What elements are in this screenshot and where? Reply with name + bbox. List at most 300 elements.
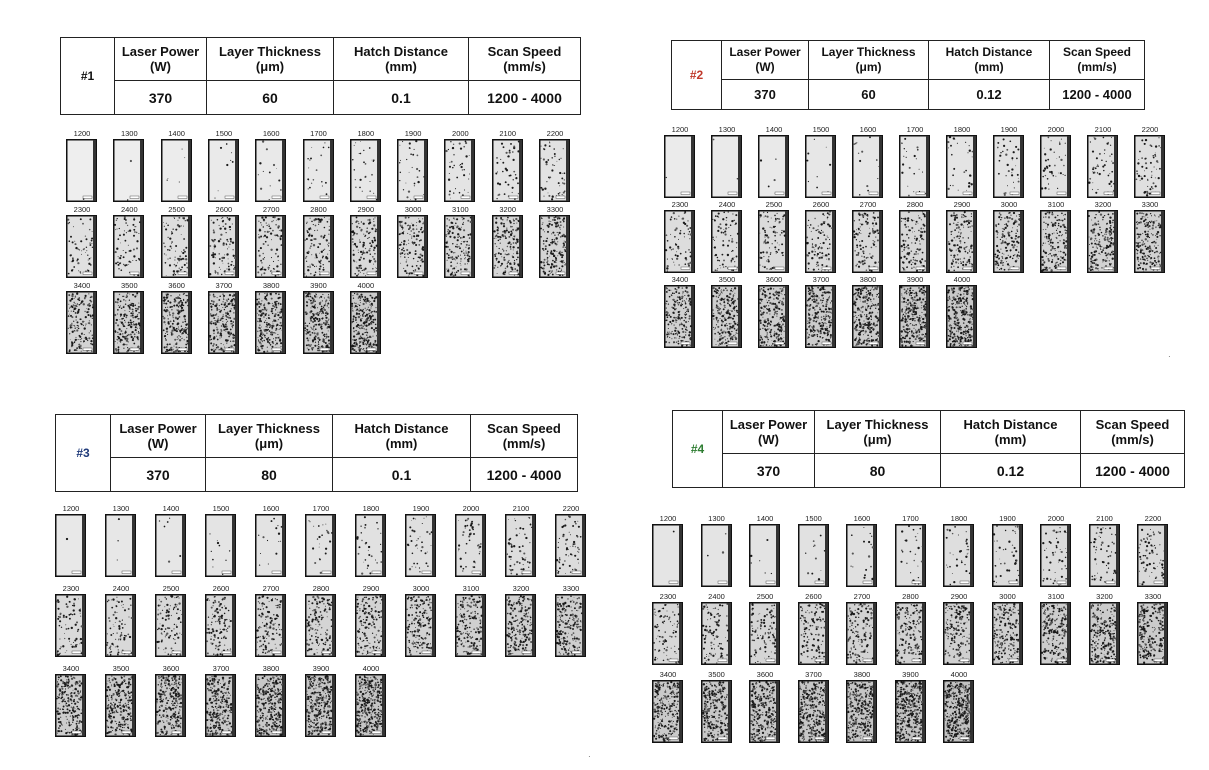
speed-label: 1400 [162, 504, 180, 513]
sample-thumbnail [161, 206, 192, 278]
micrograph-image [1089, 524, 1120, 587]
sample-thumbnail [798, 515, 829, 587]
sample-thumbnail [943, 515, 974, 587]
speed-label: 1400 [756, 514, 774, 523]
sample-thumbnail [355, 585, 386, 657]
header-hatch-distance: Hatch Distance (mm) [941, 411, 1081, 454]
sample-thumbnail [155, 505, 186, 577]
speed-label: 3200 [1096, 592, 1113, 601]
speed-label: 2900 [357, 205, 375, 214]
sample-thumbnail [1134, 126, 1165, 198]
sample-thumbnail [805, 126, 836, 198]
speed-label: 2500 [756, 592, 774, 601]
micrograph-image [505, 594, 536, 657]
sample-thumbnail [852, 201, 883, 273]
value-hatch-distance: 0.1 [334, 81, 469, 115]
speed-label: 2000 [452, 129, 469, 138]
speed-label: 3300 [1144, 592, 1162, 601]
sample-thumbnail [255, 665, 286, 737]
micrograph-image [993, 135, 1024, 198]
speed-label: 1600 [262, 129, 280, 138]
micrograph-image [397, 139, 428, 202]
speed-label: 4000 [357, 281, 375, 290]
sample-thumbnail [444, 130, 475, 202]
sample-thumbnail [758, 201, 789, 273]
micrograph-image [798, 524, 829, 587]
sample-thumbnail [1040, 515, 1071, 587]
sample-thumbnail [711, 201, 742, 273]
sample-thumbnail [701, 671, 732, 743]
speed-label: 1900 [404, 129, 422, 138]
micrograph-image [397, 215, 428, 278]
speed-label: 1600 [262, 504, 280, 513]
sample-thumbnail [397, 206, 428, 278]
header-laser-power: Laser Power (W) [722, 41, 809, 80]
header-scan-speed: Scan Speed (mm/s) [469, 38, 581, 81]
speed-label: 2400 [112, 584, 130, 593]
panel-id-label: #3 [76, 446, 90, 460]
micrograph-image [664, 210, 695, 273]
sample-thumbnail [749, 515, 780, 587]
sample-thumbnail [303, 206, 334, 278]
speed-label: 1400 [168, 129, 185, 138]
speed-label: 3100 [462, 584, 480, 593]
sample-thumbnail [652, 515, 683, 587]
speed-label: 2300 [671, 200, 689, 209]
micrograph-image [701, 524, 732, 587]
micrograph-image [492, 139, 523, 202]
header-hatch-distance: Hatch Distance (mm) [333, 415, 471, 458]
micrograph-image [208, 291, 239, 354]
micrograph-image [758, 210, 789, 273]
speed-label: 1300 [120, 129, 138, 138]
sample-thumbnail [539, 206, 570, 278]
speed-label: 1300 [708, 514, 725, 523]
speed-label: 2700 [262, 584, 280, 593]
value-hatch-distance: 0.12 [941, 454, 1081, 488]
sample-thumbnail [664, 201, 695, 273]
micrograph-image [255, 139, 286, 202]
micrograph-image [355, 514, 386, 577]
micrograph-image [444, 139, 475, 202]
speed-label: 2800 [312, 584, 330, 593]
micrograph-image [492, 215, 523, 278]
header-laser-power: Laser Power (W) [111, 415, 206, 458]
speed-label: 1600 [859, 125, 877, 134]
sample-thumbnail [992, 593, 1023, 665]
sample-thumbnail [805, 201, 836, 273]
speed-label: 3800 [262, 281, 280, 290]
micrograph-image [303, 291, 334, 354]
speed-label: 2400 [120, 205, 138, 214]
sample-thumbnail [255, 282, 286, 354]
micrograph-image [455, 514, 486, 577]
sample-thumbnail [208, 282, 239, 354]
speed-label: 3900 [310, 281, 327, 290]
micrograph-image [1040, 210, 1071, 273]
micrograph-image [350, 139, 381, 202]
micrograph-image [155, 594, 186, 657]
panel-id [673, 411, 723, 488]
speed-label: 3200 [512, 584, 530, 593]
micrograph-image [255, 674, 286, 737]
micrograph-image [1087, 210, 1118, 273]
micrograph-image [652, 680, 683, 743]
sample-thumbnail [105, 505, 136, 577]
micrograph-image [539, 139, 570, 202]
micrograph-image [505, 514, 536, 577]
speed-label: 2700 [859, 200, 877, 209]
panel-id-label: #4 [690, 442, 705, 456]
speed-label: 1700 [312, 504, 330, 513]
panel-id [61, 38, 115, 115]
speed-label: 3100 [1047, 592, 1065, 601]
sample-thumbnail [355, 505, 386, 577]
micrograph-image [664, 135, 695, 198]
micrograph-image [1040, 524, 1071, 587]
sample-thumbnail [946, 126, 977, 198]
sample-thumbnail [555, 585, 586, 657]
micrograph-image [895, 524, 926, 587]
speed-label: 2600 [215, 205, 233, 214]
speed-label: 4000 [362, 664, 380, 673]
speed-label: 3600 [756, 670, 774, 679]
micrograph-image [943, 602, 974, 665]
speed-label: 2400 [708, 592, 725, 601]
sample-thumbnail [899, 276, 930, 348]
sample-thumbnail [895, 515, 926, 587]
sample-thumbnail [405, 585, 436, 657]
micrograph-image [355, 674, 386, 737]
sample-thumbnail [943, 671, 974, 743]
speed-label: 1600 [853, 514, 871, 523]
speed-label: 1900 [412, 504, 430, 513]
micrograph-image [155, 674, 186, 737]
header-laser-power: Laser Power (W) [115, 38, 207, 81]
speed-label: 3600 [162, 664, 180, 673]
micrograph-image [155, 514, 186, 577]
sample-thumbnail [749, 671, 780, 743]
speed-label: 1500 [215, 129, 233, 138]
micrograph-image [1137, 524, 1168, 587]
parameter-table-1 [60, 37, 581, 115]
micrograph-image [798, 602, 829, 665]
speed-label: 2100 [1096, 514, 1113, 523]
speed-label: 1200 [659, 514, 677, 523]
speed-label: 3800 [853, 670, 871, 679]
speed-label: 3200 [499, 205, 517, 214]
speed-label: 3300 [1141, 200, 1159, 209]
speed-label: 2500 [765, 200, 783, 209]
value-layer-thickness: 80 [206, 458, 333, 492]
micrograph-image [749, 680, 780, 743]
sample-thumbnail [350, 130, 381, 202]
sample-thumbnail [895, 593, 926, 665]
speed-label: 3300 [546, 205, 564, 214]
value-layer-thickness: 60 [809, 80, 929, 110]
speed-label: 1200 [62, 504, 80, 513]
speed-label: 1900 [1000, 125, 1018, 134]
header-scan-speed: Scan Speed (mm/s) [1081, 411, 1185, 454]
micrograph-image [852, 210, 883, 273]
speed-label: 2200 [562, 504, 580, 513]
speed-label: 2600 [812, 200, 830, 209]
micrograph-image [113, 291, 144, 354]
sample-thumbnail [303, 282, 334, 354]
panel-id [672, 41, 722, 110]
speed-label: 3000 [412, 584, 430, 593]
sample-thumbnail [505, 585, 536, 657]
speed-label: 1300 [112, 504, 130, 513]
value-scan-speed: 1200 - 4000 [1050, 80, 1145, 110]
sample-thumbnail [946, 276, 977, 348]
speed-label: 3500 [708, 670, 725, 679]
micrograph-image [455, 594, 486, 657]
speed-label: 3900 [906, 275, 924, 284]
micrograph-image [895, 680, 926, 743]
speed-label: 2600 [212, 584, 230, 593]
micrograph-image [846, 524, 877, 587]
micrograph-image [444, 215, 475, 278]
sample-thumbnail [758, 126, 789, 198]
sample-thumbnail [652, 671, 683, 743]
sample-thumbnail [113, 130, 144, 202]
speed-label: 2200 [546, 129, 564, 138]
speed-label: 3000 [404, 205, 422, 214]
micrograph-image [255, 291, 286, 354]
speed-label: 2500 [168, 205, 185, 214]
sample-thumbnail [555, 505, 586, 577]
header-hatch-distance: Hatch Distance (mm) [929, 41, 1050, 80]
sample-thumbnail [55, 665, 86, 737]
speed-label: 2600 [805, 592, 822, 601]
sample-thumbnail [350, 282, 381, 354]
sample-thumbnail [1087, 201, 1118, 273]
micrograph-image [539, 215, 570, 278]
value-scan-speed: 1200 - 4000 [1081, 454, 1185, 488]
speed-label: 1200 [73, 129, 91, 138]
sample-thumbnail [355, 665, 386, 737]
micrograph-image [1040, 135, 1071, 198]
sample-thumbnail [205, 505, 236, 577]
speed-label: 3700 [212, 664, 230, 673]
speed-label: 2200 [1141, 125, 1159, 134]
micrograph-image [205, 594, 236, 657]
sample-thumbnail [711, 126, 742, 198]
speed-label: 3400 [671, 275, 689, 284]
speed-label: 3800 [262, 664, 280, 673]
micrograph-image [805, 135, 836, 198]
micrograph-image [66, 215, 97, 278]
sample-thumbnail [943, 593, 974, 665]
micrograph-image [303, 215, 334, 278]
speed-label: 2500 [162, 584, 180, 593]
sample-thumbnail [208, 206, 239, 278]
micrograph-image [749, 602, 780, 665]
sample-thumbnail [66, 282, 97, 354]
speed-label: 3600 [765, 275, 783, 284]
sample-thumbnail [798, 593, 829, 665]
sample-thumbnail [255, 585, 286, 657]
sample-thumbnail [899, 126, 930, 198]
speed-label: 2700 [262, 205, 280, 214]
sample-thumbnail [846, 593, 877, 665]
sample-thumbnail [895, 671, 926, 743]
micrograph-image [701, 680, 732, 743]
sample-thumbnail [350, 206, 381, 278]
micrograph-image [255, 594, 286, 657]
sample-thumbnail [1134, 201, 1165, 273]
micrograph-image [1040, 602, 1071, 665]
micrograph-image [852, 135, 883, 198]
speed-label: 2800 [310, 205, 327, 214]
sample-thumbnail [305, 505, 336, 577]
sample-thumbnail [852, 126, 883, 198]
micrograph-image [992, 524, 1023, 587]
sample-thumbnail [798, 671, 829, 743]
micrograph-image [405, 514, 436, 577]
value-hatch-distance: 0.12 [929, 80, 1050, 110]
speed-label: 2000 [1047, 514, 1065, 523]
speed-label: 1500 [805, 514, 822, 523]
speed-label: 3400 [62, 664, 80, 673]
micrograph-image [113, 215, 144, 278]
sample-thumbnail [405, 505, 436, 577]
speed-label: 3500 [112, 664, 130, 673]
speed-label: 2300 [73, 205, 91, 214]
sample-thumbnail [1089, 593, 1120, 665]
value-laser-power: 370 [723, 454, 815, 488]
sample-thumbnail [55, 585, 86, 657]
value-laser-power: 370 [722, 80, 809, 110]
micrograph-image [305, 514, 336, 577]
sample-thumbnail [946, 201, 977, 273]
speed-label: 2100 [1094, 125, 1112, 134]
micrograph-image [805, 210, 836, 273]
panel-id-label: #1 [80, 69, 95, 83]
micrograph-image [852, 285, 883, 348]
value-hatch-distance: 0.1 [333, 458, 471, 492]
sample-thumbnail [664, 276, 695, 348]
micrograph-image [105, 514, 136, 577]
micrograph-image [205, 514, 236, 577]
sample-thumbnail [66, 206, 97, 278]
header-layer-thickness: Layer Thickness (μm) [206, 415, 333, 458]
sample-thumbnail [105, 585, 136, 657]
speed-label: 3700 [805, 670, 822, 679]
speed-label: 4000 [950, 670, 968, 679]
speed-label: 3500 [120, 281, 138, 290]
speed-label: 3800 [859, 275, 877, 284]
micrograph-image [161, 139, 192, 202]
micrograph-image [895, 602, 926, 665]
micrograph-image [805, 285, 836, 348]
speed-label: 3900 [902, 670, 919, 679]
micrograph-image [1134, 210, 1165, 273]
sample-thumbnail [1137, 593, 1168, 665]
header-layer-thickness: Layer Thickness (μm) [207, 38, 334, 81]
sample-thumbnail [205, 585, 236, 657]
sample-thumbnail [66, 130, 97, 202]
sample-thumbnail [1040, 593, 1071, 665]
speed-label: 3700 [215, 281, 233, 290]
sample-thumbnail [749, 593, 780, 665]
speed-label: 2900 [953, 200, 971, 209]
sample-thumbnail [846, 671, 877, 743]
micrograph-image [350, 215, 381, 278]
sample-thumbnail [505, 505, 536, 577]
micrograph-image [943, 680, 974, 743]
sample-thumbnail [305, 585, 336, 657]
speed-label: 3100 [452, 205, 469, 214]
sample-thumbnail [846, 515, 877, 587]
header-layer-thickness: Layer Thickness (μm) [815, 411, 941, 454]
speed-label: 2000 [462, 504, 480, 513]
sample-thumbnail [205, 665, 236, 737]
speed-label: 2300 [62, 584, 80, 593]
micrograph-image [66, 139, 97, 202]
header-laser-power: Laser Power (W) [723, 411, 815, 454]
sample-thumbnail [305, 665, 336, 737]
speed-label: 3300 [562, 584, 580, 593]
header-scan-speed: Scan Speed (mm/s) [471, 415, 578, 458]
sample-thumbnail [105, 665, 136, 737]
micrograph-image [555, 514, 586, 577]
sample-thumbnail [492, 206, 523, 278]
sample-thumbnail [303, 130, 334, 202]
speed-label: 3000 [999, 592, 1016, 601]
sample-thumbnail [1040, 201, 1071, 273]
micrograph-image [555, 594, 586, 657]
micrograph-image [946, 285, 977, 348]
micrograph-image [208, 215, 239, 278]
micrograph-image [66, 291, 97, 354]
sample-thumbnail [652, 593, 683, 665]
micrograph-image [943, 524, 974, 587]
micrograph-image [255, 514, 286, 577]
panel-id-label: #2 [689, 68, 704, 82]
micrograph-image [846, 602, 877, 665]
micrograph-image [303, 139, 334, 202]
micrograph-image [652, 524, 683, 587]
value-laser-power: 370 [111, 458, 206, 492]
micrograph-image [1089, 602, 1120, 665]
speed-label: 3900 [312, 664, 330, 673]
micrograph-image [113, 139, 144, 202]
micrograph-image [55, 674, 86, 737]
speed-label: 2900 [362, 584, 380, 593]
sample-thumbnail [1089, 515, 1120, 587]
speed-label: 2000 [1047, 125, 1065, 134]
speed-label: 1800 [362, 504, 380, 513]
micrograph-image [161, 215, 192, 278]
sample-thumbnail [255, 206, 286, 278]
speed-label: 1200 [671, 125, 689, 134]
speed-label: 3400 [659, 670, 677, 679]
speed-label: 3000 [1000, 200, 1018, 209]
micrograph-image [993, 210, 1024, 273]
value-laser-power: 370 [115, 81, 207, 115]
speed-label: 3100 [1047, 200, 1065, 209]
micrograph-image [105, 594, 136, 657]
micrograph-image [1087, 135, 1118, 198]
micrograph-image [711, 285, 742, 348]
micrograph-image [1137, 602, 1168, 665]
sample-thumbnail [113, 282, 144, 354]
micrograph-image [846, 680, 877, 743]
micrograph-image [899, 285, 930, 348]
sample-thumbnail [113, 206, 144, 278]
